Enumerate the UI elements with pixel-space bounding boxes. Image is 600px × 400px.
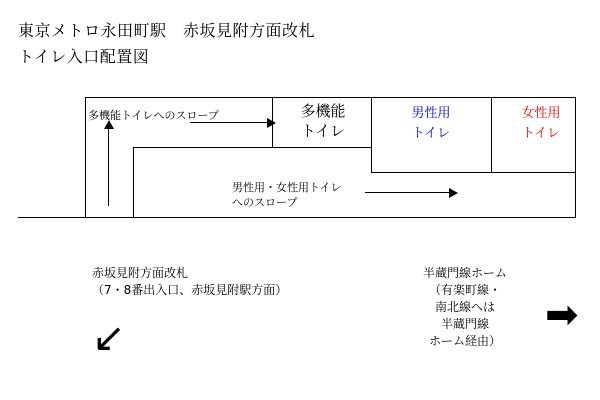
wall-corridor-left-stub xyxy=(18,217,19,218)
room-label-multipurpose xyxy=(282,101,364,141)
caption-hanzomon-platform-line-1: 半蔵門線ホーム xyxy=(422,266,507,280)
wall-bottom-mens xyxy=(371,172,451,173)
room-label-mens-line-1: 男性用 xyxy=(411,106,451,121)
arrow-to-hanzomon-platform-icon: ➡ xyxy=(545,292,579,338)
wall-top xyxy=(85,97,576,98)
slope-arrow-mens-womens-shaft xyxy=(365,192,450,193)
room-label-mens-line-2: トイレ xyxy=(411,126,451,141)
room-label-multipurpose-line-1: 多機能 xyxy=(300,102,346,120)
caption-ticket-gate-line-2: （7・8番出入口、赤坂見附駅方面） xyxy=(92,283,288,297)
wall-inner-horizontal xyxy=(133,147,272,148)
caption-ticket-gate xyxy=(92,265,287,299)
caption-hanzomon-platform-line-3: 南北線へは xyxy=(434,300,495,314)
room-label-womens-line-2: トイレ xyxy=(521,126,561,141)
room-label-womens-line-1: 女性用 xyxy=(521,106,561,121)
note-slope-to-mens-womens-line-2: へのスロープ xyxy=(232,196,298,209)
note-slope-to-multipurpose: 多機能トイレへのスロープ xyxy=(88,109,219,122)
slope-arrow-up-shaft xyxy=(108,128,109,206)
slope-arrow-multipurpose-head xyxy=(267,118,276,128)
note-slope-to-mens-womens xyxy=(232,180,341,210)
caption-hanzomon-platform-line-2: （有楽町線・ xyxy=(428,283,501,297)
room-label-mens xyxy=(381,104,481,144)
caption-hanzomon-platform-line-5: ホーム経由） xyxy=(428,334,501,348)
wall-divider-multipurpose-mens xyxy=(371,97,372,173)
caption-hanzomon-platform xyxy=(400,265,530,350)
slope-arrow-mens-womens-head xyxy=(449,188,458,198)
wall-inner-vertical xyxy=(133,147,134,218)
wall-corridor-left-vertical xyxy=(85,97,86,218)
arrow-to-ticket-gate-icon: ↙ xyxy=(92,315,126,361)
note-slope-to-mens-womens-line-1: 男性用・女性用トイレ xyxy=(232,181,342,194)
wall-bottom-right xyxy=(451,172,576,173)
caption-ticket-gate-line-1: 赤坂見附方面改札 xyxy=(92,266,189,280)
page-title-line-1: 東京メトロ永田町駅 赤坂見附方面改札 xyxy=(18,21,316,40)
room-label-womens xyxy=(501,104,581,144)
room-label-multipurpose-line-2: トイレ xyxy=(300,122,346,140)
wall-corridor-bottom xyxy=(18,217,576,218)
wall-bottom-multipurpose xyxy=(272,147,372,148)
page-title-line-2: トイレ入口配置図 xyxy=(18,47,150,66)
caption-hanzomon-platform-line-4: 半蔵門線 xyxy=(440,317,489,331)
wall-divider-mens-womens xyxy=(491,97,492,173)
